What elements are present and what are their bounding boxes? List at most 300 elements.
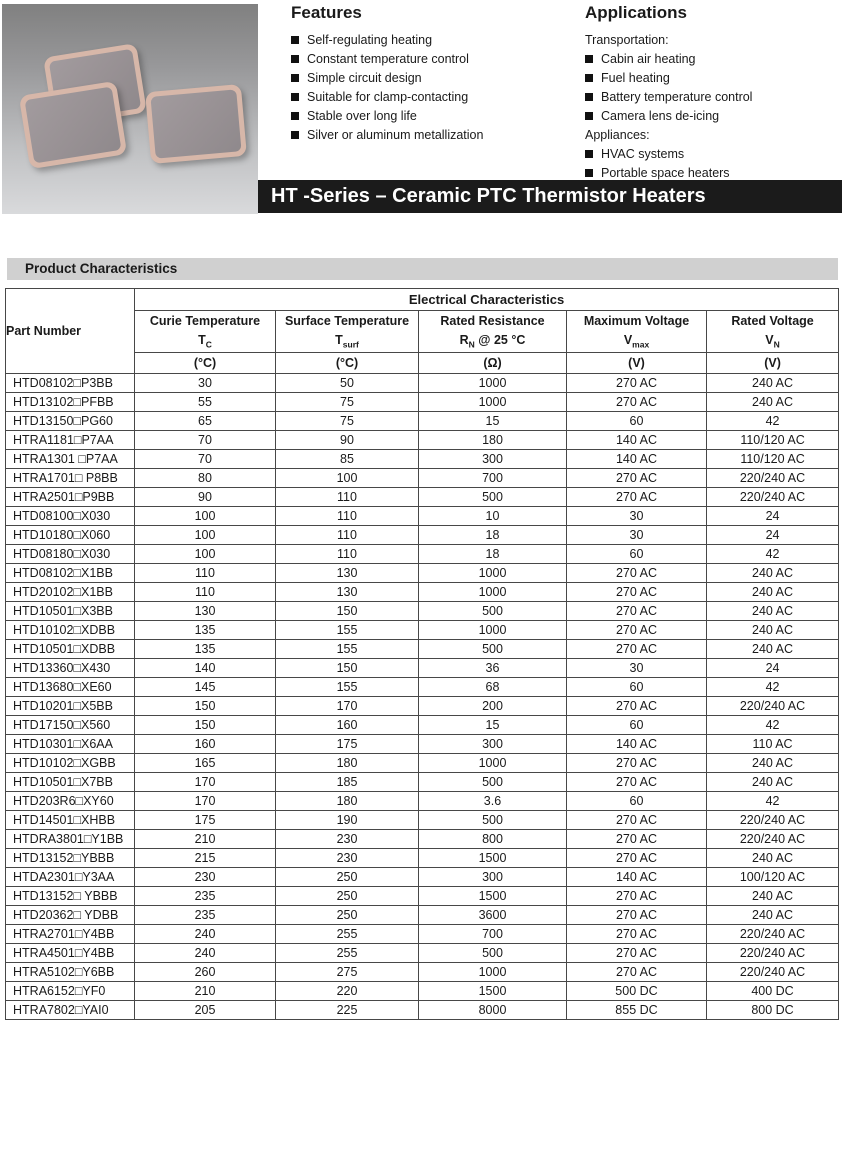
column-header-surface-temperature bbox=[276, 311, 419, 353]
table-row bbox=[6, 507, 839, 526]
unit-cell: (V) bbox=[567, 353, 707, 374]
value-cell: 1500 bbox=[419, 982, 567, 1001]
column-symbol: $T_C$ bbox=[198, 332, 212, 350]
value-cell: 500 bbox=[419, 773, 567, 792]
value-cell: 30 bbox=[567, 659, 707, 678]
value-cell: 240 AC bbox=[707, 393, 839, 412]
part-number-cell: HTD13102□PFBB bbox=[6, 393, 135, 412]
value-cell: 240 AC bbox=[707, 621, 839, 640]
value-cell: 30 bbox=[567, 526, 707, 545]
part-number-cell: HTD20362□ YDBB bbox=[6, 906, 135, 925]
column-title: Rated Voltage bbox=[731, 314, 814, 328]
table-row bbox=[6, 640, 839, 659]
table-row bbox=[6, 849, 839, 868]
value-cell: 24 bbox=[707, 507, 839, 526]
value-cell: 100/120 AC bbox=[707, 868, 839, 887]
characteristics-table bbox=[5, 288, 839, 1020]
value-cell: 150 bbox=[135, 697, 276, 716]
unit-cell: (V) bbox=[707, 353, 839, 374]
value-cell: 500 bbox=[419, 602, 567, 621]
table-row bbox=[6, 792, 839, 811]
table-row bbox=[6, 488, 839, 507]
value-cell: 240 AC bbox=[707, 887, 839, 906]
column-title: Maximum Voltage bbox=[583, 314, 690, 328]
value-cell: 500 bbox=[419, 811, 567, 830]
square-bullet-icon bbox=[585, 55, 593, 63]
part-number-cell: HTRA1701□ P8BB bbox=[6, 469, 135, 488]
table-header-row bbox=[6, 289, 839, 311]
value-cell: 215 bbox=[135, 849, 276, 868]
value-cell: 270 AC bbox=[567, 697, 707, 716]
table-row bbox=[6, 431, 839, 450]
value-cell: 270 AC bbox=[567, 564, 707, 583]
table-row bbox=[6, 526, 839, 545]
list-item-label: Constant temperature control bbox=[307, 51, 469, 66]
value-cell: 42 bbox=[707, 678, 839, 697]
table-row bbox=[6, 906, 839, 925]
value-cell: 170 bbox=[276, 697, 419, 716]
column-header-curie-temperature bbox=[135, 311, 276, 353]
column-symbol: $V_{max}$ bbox=[623, 332, 650, 350]
value-cell: 300 bbox=[419, 735, 567, 754]
value-cell: 110/120 AC bbox=[707, 450, 839, 469]
value-cell: 260 bbox=[135, 963, 276, 982]
ptc-chip bbox=[19, 81, 127, 169]
value-cell: 1000 bbox=[419, 393, 567, 412]
list-item bbox=[585, 49, 840, 68]
square-bullet-icon bbox=[585, 169, 593, 177]
value-cell: 500 bbox=[419, 944, 567, 963]
value-cell: 42 bbox=[707, 412, 839, 431]
part-number-cell: HTRA4501□Y4BB bbox=[6, 944, 135, 963]
table-row bbox=[6, 412, 839, 431]
table-row bbox=[6, 830, 839, 849]
group-label bbox=[585, 30, 840, 49]
value-cell: 270 AC bbox=[567, 393, 707, 412]
value-cell: 42 bbox=[707, 545, 839, 564]
list-item-label: Camera lens de-icing bbox=[601, 108, 720, 123]
table-row bbox=[6, 944, 839, 963]
value-cell: 135 bbox=[135, 640, 276, 659]
value-cell: 270 AC bbox=[567, 621, 707, 640]
column-header-rated-resistance bbox=[419, 311, 567, 353]
product-photo bbox=[2, 4, 258, 214]
value-cell: 170 bbox=[135, 773, 276, 792]
square-bullet-icon bbox=[291, 36, 299, 44]
value-cell: 230 bbox=[276, 849, 419, 868]
value-cell: 55 bbox=[135, 393, 276, 412]
value-cell: 270 AC bbox=[567, 925, 707, 944]
value-cell: 150 bbox=[135, 716, 276, 735]
part-number-cell: HTD10501□XDBB bbox=[6, 640, 135, 659]
value-cell: 400 DC bbox=[707, 982, 839, 1001]
list-item-label: Appliances: bbox=[585, 127, 650, 142]
value-cell: 250 bbox=[276, 906, 419, 925]
value-cell: 220/240 AC bbox=[707, 925, 839, 944]
part-number-cell: HTD10180□X060 bbox=[6, 526, 135, 545]
value-cell: 235 bbox=[135, 887, 276, 906]
value-cell: 800 DC bbox=[707, 1001, 839, 1020]
list-item-label: Battery temperature control bbox=[601, 89, 753, 104]
column-symbol: $R_N$ @ 25 °C bbox=[459, 332, 526, 350]
part-number-cell: HTD20102□X1BB bbox=[6, 583, 135, 602]
value-cell: 75 bbox=[276, 393, 419, 412]
value-cell: 220/240 AC bbox=[707, 488, 839, 507]
value-cell: 100 bbox=[135, 545, 276, 564]
table-row bbox=[6, 963, 839, 982]
value-cell: 300 bbox=[419, 450, 567, 469]
table-row bbox=[6, 564, 839, 583]
value-cell: 270 AC bbox=[567, 944, 707, 963]
table-row bbox=[6, 773, 839, 792]
value-cell: 240 AC bbox=[707, 773, 839, 792]
value-cell: 175 bbox=[135, 811, 276, 830]
value-cell: 8000 bbox=[419, 1001, 567, 1020]
part-number-cell: HTD08102□X1BB bbox=[6, 564, 135, 583]
value-cell: 110 bbox=[276, 488, 419, 507]
value-cell: 220/240 AC bbox=[707, 830, 839, 849]
table-row bbox=[6, 678, 839, 697]
value-cell: 270 AC bbox=[567, 811, 707, 830]
value-cell: 140 bbox=[135, 659, 276, 678]
applications-title: Applications bbox=[585, 3, 688, 22]
table-row bbox=[6, 545, 839, 564]
value-cell: 68 bbox=[419, 678, 567, 697]
value-cell: 240 AC bbox=[707, 754, 839, 773]
table-row bbox=[6, 374, 839, 393]
table-row bbox=[6, 697, 839, 716]
value-cell: 800 bbox=[419, 830, 567, 849]
value-cell: 270 AC bbox=[567, 754, 707, 773]
table-row bbox=[6, 735, 839, 754]
table-row bbox=[6, 868, 839, 887]
value-cell: 210 bbox=[135, 982, 276, 1001]
table-row bbox=[6, 982, 839, 1001]
part-number-cell: HTD13150□PG60 bbox=[6, 412, 135, 431]
part-number-cell: HTD08180□X030 bbox=[6, 545, 135, 564]
value-cell: 240 bbox=[135, 944, 276, 963]
square-bullet-icon bbox=[291, 131, 299, 139]
part-number-cell: HTD08102□P3BB bbox=[6, 374, 135, 393]
features-section bbox=[291, 3, 576, 144]
list-item-label: Cabin air heating bbox=[601, 51, 696, 66]
value-cell: 240 AC bbox=[707, 374, 839, 393]
series-title-banner: HT -Series – Ceramic PTC Thermistor Heaters bbox=[258, 180, 842, 213]
list-item-label: Self-regulating heating bbox=[307, 32, 433, 47]
part-number-cell: HTD10501□X7BB bbox=[6, 773, 135, 792]
value-cell: 30 bbox=[567, 507, 707, 526]
value-cell: 90 bbox=[135, 488, 276, 507]
unit-cell: (°C) bbox=[276, 353, 419, 374]
list-item bbox=[291, 106, 576, 125]
value-cell: 60 bbox=[567, 792, 707, 811]
value-cell: 110 bbox=[276, 545, 419, 564]
value-cell: 220 bbox=[276, 982, 419, 1001]
ptc-chip-face bbox=[25, 87, 122, 164]
value-cell: 42 bbox=[707, 716, 839, 735]
value-cell: 180 bbox=[276, 792, 419, 811]
value-cell: 110 AC bbox=[707, 735, 839, 754]
list-item bbox=[585, 87, 840, 106]
list-item bbox=[291, 49, 576, 68]
value-cell: 10 bbox=[419, 507, 567, 526]
value-cell: 180 bbox=[276, 754, 419, 773]
value-cell: 855 DC bbox=[567, 1001, 707, 1020]
value-cell: 140 AC bbox=[567, 450, 707, 469]
value-cell: 205 bbox=[135, 1001, 276, 1020]
value-cell: 210 bbox=[135, 830, 276, 849]
value-cell: 155 bbox=[276, 621, 419, 640]
part-number-cell: HTD13152□ YBBB bbox=[6, 887, 135, 906]
list-item-label: Stable over long life bbox=[307, 108, 417, 123]
square-bullet-icon bbox=[291, 74, 299, 82]
value-cell: 110 bbox=[276, 526, 419, 545]
value-cell: 100 bbox=[276, 469, 419, 488]
features-list bbox=[291, 30, 576, 144]
value-cell: 80 bbox=[135, 469, 276, 488]
part-number-cell: HTD14501□XHBB bbox=[6, 811, 135, 830]
part-number-cell: HTD13360□X430 bbox=[6, 659, 135, 678]
value-cell: 270 AC bbox=[567, 469, 707, 488]
list-item-label: HVAC systems bbox=[601, 146, 685, 161]
value-cell: 270 AC bbox=[567, 488, 707, 507]
value-cell: 275 bbox=[276, 963, 419, 982]
value-cell: 140 AC bbox=[567, 735, 707, 754]
value-cell: 240 AC bbox=[707, 583, 839, 602]
part-number-cell: HTD10501□X3BB bbox=[6, 602, 135, 621]
part-number-header: Part Number bbox=[6, 289, 135, 374]
value-cell: 700 bbox=[419, 925, 567, 944]
square-bullet-icon bbox=[291, 112, 299, 120]
list-item bbox=[585, 106, 840, 125]
square-bullet-icon bbox=[585, 74, 593, 82]
value-cell: 1500 bbox=[419, 849, 567, 868]
value-cell: 1000 bbox=[419, 621, 567, 640]
group-header: Electrical Characteristics bbox=[135, 289, 839, 311]
value-cell: 60 bbox=[567, 545, 707, 564]
table-body bbox=[6, 374, 839, 1020]
part-number-cell: HTRA1301 □P7AA bbox=[6, 450, 135, 469]
ptc-chip-face bbox=[150, 89, 241, 158]
value-cell: 130 bbox=[276, 564, 419, 583]
value-cell: 240 AC bbox=[707, 564, 839, 583]
value-cell: 230 bbox=[276, 830, 419, 849]
value-cell: 100 bbox=[135, 526, 276, 545]
applications-groups bbox=[585, 30, 840, 182]
list-item-label: Transportation: bbox=[585, 32, 669, 47]
column-title: Rated Resistance bbox=[440, 314, 545, 328]
part-number-cell: HTRA5102□Y6BB bbox=[6, 963, 135, 982]
value-cell: 270 AC bbox=[567, 773, 707, 792]
value-cell: 250 bbox=[276, 887, 419, 906]
value-cell: 270 AC bbox=[567, 849, 707, 868]
column-title: Curie Temperature bbox=[149, 314, 261, 328]
value-cell: 42 bbox=[707, 792, 839, 811]
value-cell: 140 AC bbox=[567, 868, 707, 887]
value-cell: 15 bbox=[419, 412, 567, 431]
value-cell: 225 bbox=[276, 1001, 419, 1020]
list-item bbox=[291, 30, 576, 49]
value-cell: 130 bbox=[135, 602, 276, 621]
value-cell: 165 bbox=[135, 754, 276, 773]
value-cell: 700 bbox=[419, 469, 567, 488]
value-cell: 1000 bbox=[419, 564, 567, 583]
list-item bbox=[291, 87, 576, 106]
part-number-cell: HTD13152□YBBB bbox=[6, 849, 135, 868]
value-cell: 1000 bbox=[419, 374, 567, 393]
value-cell: 240 AC bbox=[707, 602, 839, 621]
part-number-cell: HTD10201□X5BB bbox=[6, 697, 135, 716]
value-cell: 110 bbox=[276, 507, 419, 526]
value-cell: 24 bbox=[707, 659, 839, 678]
value-cell: 75 bbox=[276, 412, 419, 431]
part-number-cell: HTRA1181□P7AA bbox=[6, 431, 135, 450]
value-cell: 60 bbox=[567, 678, 707, 697]
value-cell: 135 bbox=[135, 621, 276, 640]
value-cell: 170 bbox=[135, 792, 276, 811]
table-row bbox=[6, 659, 839, 678]
value-cell: 110 bbox=[135, 564, 276, 583]
value-cell: 150 bbox=[276, 659, 419, 678]
part-number-cell: HTD13680□XE60 bbox=[6, 678, 135, 697]
value-cell: 240 AC bbox=[707, 640, 839, 659]
table-row bbox=[6, 1001, 839, 1020]
value-cell: 270 AC bbox=[567, 602, 707, 621]
part-number-cell: HTRA2701□Y4BB bbox=[6, 925, 135, 944]
value-cell: 240 AC bbox=[707, 849, 839, 868]
table-row bbox=[6, 887, 839, 906]
value-cell: 270 AC bbox=[567, 374, 707, 393]
value-cell: 190 bbox=[276, 811, 419, 830]
value-cell: 110 bbox=[135, 583, 276, 602]
square-bullet-icon bbox=[291, 55, 299, 63]
section-header: Product Characteristics bbox=[7, 258, 838, 280]
value-cell: 255 bbox=[276, 944, 419, 963]
part-number-cell: HTDRA3801□Y1BB bbox=[6, 830, 135, 849]
value-cell: 1500 bbox=[419, 887, 567, 906]
value-cell: 235 bbox=[135, 906, 276, 925]
column-header-rated-voltage bbox=[707, 311, 839, 353]
list-item-label: Portable space heaters bbox=[601, 165, 730, 180]
value-cell: 200 bbox=[419, 697, 567, 716]
value-cell: 220/240 AC bbox=[707, 963, 839, 982]
value-cell: 500 DC bbox=[567, 982, 707, 1001]
value-cell: 24 bbox=[707, 526, 839, 545]
value-cell: 100 bbox=[135, 507, 276, 526]
value-cell: 300 bbox=[419, 868, 567, 887]
value-cell: 36 bbox=[419, 659, 567, 678]
value-cell: 1000 bbox=[419, 963, 567, 982]
group-label bbox=[585, 125, 840, 144]
value-cell: 1000 bbox=[419, 754, 567, 773]
value-cell: 30 bbox=[135, 374, 276, 393]
part-number-cell: HTRA2501□P9BB bbox=[6, 488, 135, 507]
list-item-label: Silver or aluminum metallization bbox=[307, 127, 484, 142]
value-cell: 175 bbox=[276, 735, 419, 754]
table-row bbox=[6, 583, 839, 602]
value-cell: 145 bbox=[135, 678, 276, 697]
value-cell: 130 bbox=[276, 583, 419, 602]
square-bullet-icon bbox=[291, 93, 299, 101]
part-number-cell: HTDA2301□Y3AA bbox=[6, 868, 135, 887]
column-symbol: $V_N$ bbox=[765, 332, 780, 350]
value-cell: 155 bbox=[276, 678, 419, 697]
square-bullet-icon bbox=[585, 112, 593, 120]
value-cell: 50 bbox=[276, 374, 419, 393]
table-row bbox=[6, 754, 839, 773]
unit-cell: (Ω) bbox=[419, 353, 567, 374]
ptc-chip bbox=[145, 84, 247, 164]
value-cell: 90 bbox=[276, 431, 419, 450]
value-cell: 240 AC bbox=[707, 906, 839, 925]
square-bullet-icon bbox=[585, 93, 593, 101]
list-item bbox=[585, 144, 840, 163]
part-number-cell: HTD08100□X030 bbox=[6, 507, 135, 526]
value-cell: 185 bbox=[276, 773, 419, 792]
part-number-cell: HTD203R6□XY60 bbox=[6, 792, 135, 811]
value-cell: 70 bbox=[135, 450, 276, 469]
value-cell: 18 bbox=[419, 545, 567, 564]
list-item bbox=[291, 125, 576, 144]
value-cell: 270 AC bbox=[567, 906, 707, 925]
applications-section bbox=[585, 3, 840, 182]
value-cell: 140 AC bbox=[567, 431, 707, 450]
value-cell: 85 bbox=[276, 450, 419, 469]
part-number-cell: HTD10301□X6AA bbox=[6, 735, 135, 754]
value-cell: 270 AC bbox=[567, 640, 707, 659]
value-cell: 60 bbox=[567, 716, 707, 735]
value-cell: 150 bbox=[276, 602, 419, 621]
list-item-label: Suitable for clamp-contacting bbox=[307, 89, 469, 104]
value-cell: 180 bbox=[419, 431, 567, 450]
column-header-maximum-voltage bbox=[567, 311, 707, 353]
value-cell: 15 bbox=[419, 716, 567, 735]
features-title: Features bbox=[291, 3, 362, 22]
value-cell: 60 bbox=[567, 412, 707, 431]
value-cell: 240 bbox=[135, 925, 276, 944]
value-cell: 160 bbox=[135, 735, 276, 754]
table-row bbox=[6, 716, 839, 735]
value-cell: 220/240 AC bbox=[707, 944, 839, 963]
part-number-cell: HTRA7802□YAI0 bbox=[6, 1001, 135, 1020]
table-row bbox=[6, 450, 839, 469]
value-cell: 270 AC bbox=[567, 887, 707, 906]
value-cell: 18 bbox=[419, 526, 567, 545]
part-number-cell: HTD17150□X560 bbox=[6, 716, 135, 735]
value-cell: 65 bbox=[135, 412, 276, 431]
table-row bbox=[6, 469, 839, 488]
unit-cell: (°C) bbox=[135, 353, 276, 374]
table-row bbox=[6, 393, 839, 412]
list-item bbox=[585, 68, 840, 87]
square-bullet-icon bbox=[585, 150, 593, 158]
value-cell: 500 bbox=[419, 640, 567, 659]
list-item bbox=[291, 68, 576, 87]
part-number-cell: HTRA6152□YF0 bbox=[6, 982, 135, 1001]
part-number-cell: HTD10102□XGBB bbox=[6, 754, 135, 773]
value-cell: 230 bbox=[135, 868, 276, 887]
value-cell: 255 bbox=[276, 925, 419, 944]
value-cell: 270 AC bbox=[567, 583, 707, 602]
value-cell: 160 bbox=[276, 716, 419, 735]
value-cell: 220/240 AC bbox=[707, 469, 839, 488]
table-row bbox=[6, 925, 839, 944]
value-cell: 270 AC bbox=[567, 830, 707, 849]
table-row bbox=[6, 602, 839, 621]
value-cell: 220/240 AC bbox=[707, 697, 839, 716]
list-item-label: Fuel heating bbox=[601, 70, 670, 85]
value-cell: 3600 bbox=[419, 906, 567, 925]
